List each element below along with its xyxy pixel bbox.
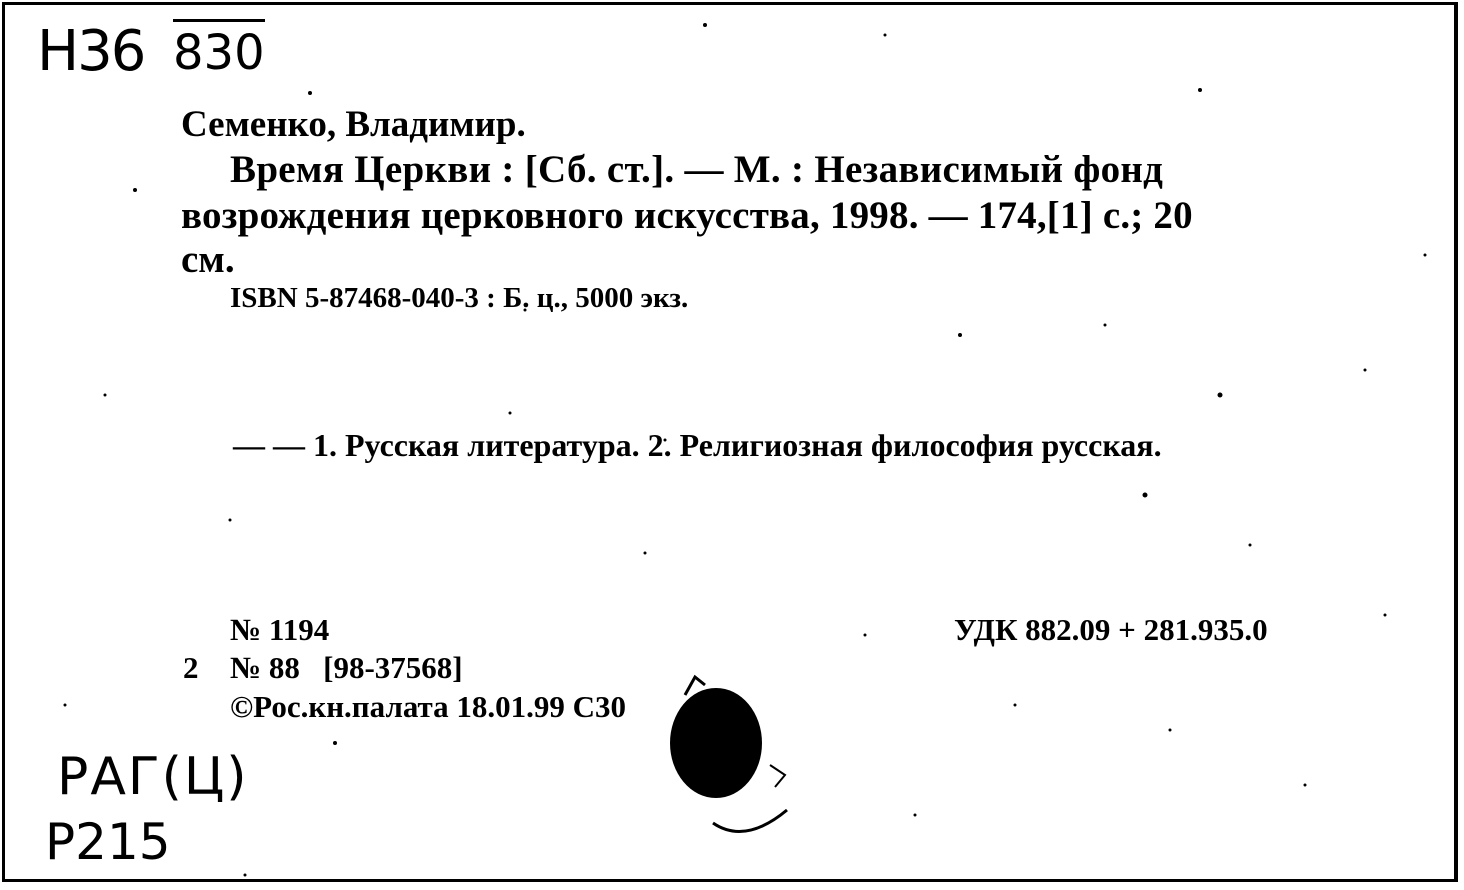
title-line-1: Время Церкви : [Сб. ст.]. — М. : Независимый фонд [230,148,1164,191]
handwritten-shelf-number: Р215 [45,813,171,871]
title-line-2: возрождения церковного искусства, 1998. — 174,[1] с.; 20 [181,194,1193,237]
author-heading: Семенко, Владимир. [181,104,526,145]
udk-code: УДК 882.09 + 281.935.0 [954,612,1268,647]
subject-headings: — — 1. Русская литература. 2. Религиозная философия русская. [233,427,1162,463]
record-number: № 1194 [230,612,330,647]
handwritten-shelfmark: РАГ(Ц) [57,747,249,807]
isbn-line: ISBN 5-87468-040-3 : Б. ц., 5000 экз. [230,282,689,314]
handwritten-number: 830 [173,19,265,84]
copy-count: 2 [183,650,199,685]
catalog-card [2,2,1458,882]
secondary-number: № 88 [98-37568] [230,650,463,685]
book-chamber-stamp: ©Рос.кн.палата 18.01.99 С30 [230,689,627,724]
handwritten-code: Н36 [37,19,145,84]
title-line-3: см. [181,238,235,281]
